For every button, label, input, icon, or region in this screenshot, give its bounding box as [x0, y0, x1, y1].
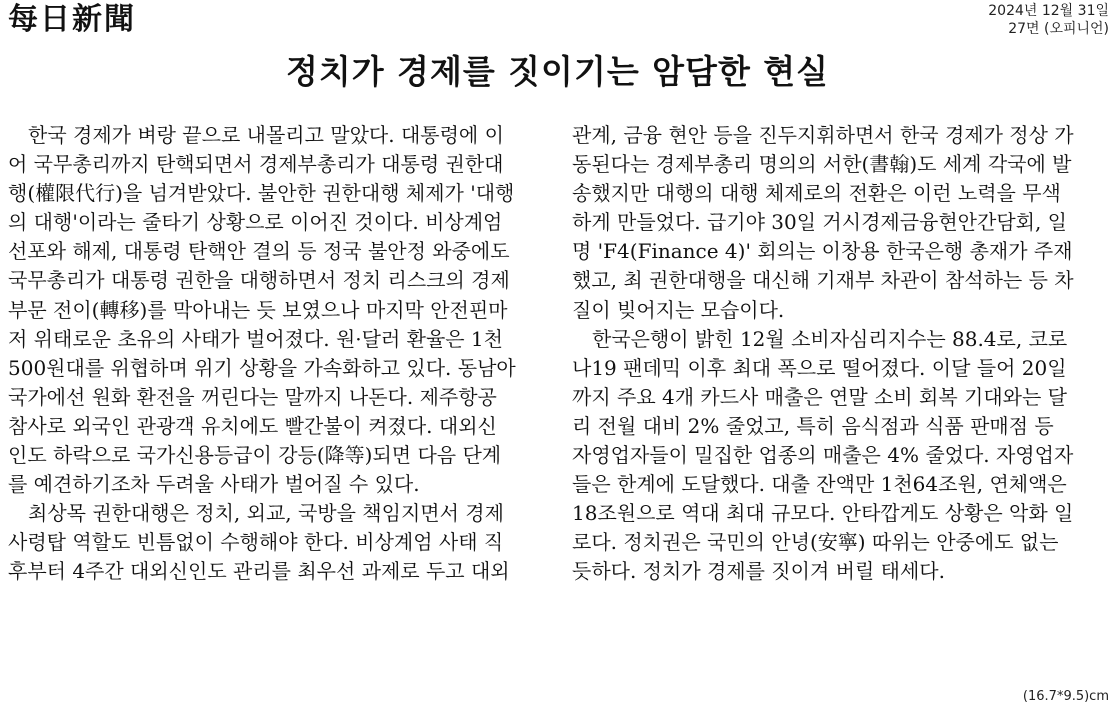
- text-line: 행(權限代行)을 넘겨받았다. 불안한 권한대행 체제가 '대행: [8, 181, 515, 206]
- text-line: 부문 전이(轉移)를 막아내는 듯 보였으나 마지막 안전핀마: [8, 297, 508, 322]
- text-line: 인도 하락으로 국가신용등급이 강등(降等)되면 다음 단계: [8, 443, 502, 468]
- text-line: 한국은행이 밝힌 12월 소비자심리지수는 88.4로, 코로: [572, 326, 1068, 351]
- text-line: 국무총리가 대통령 권한을 대행하면서 정치 리스크의 경제: [8, 268, 510, 293]
- text-line: 들은 한계에 도달했다. 대출 잔액만 1천64조원, 연체액은: [572, 472, 1067, 497]
- text-line: 로다. 정치권은 국민의 안녕(安寧) 따위는 안중에도 없는: [572, 530, 1059, 555]
- text-line: 사령탑 역할도 빈틈없이 수행해야 한다. 비상계엄 사태 직: [8, 530, 504, 555]
- text-line: 했고, 최 권한대행을 대신해 기재부 차관이 참석하는 등 차: [572, 268, 1074, 293]
- text-line: 까지 주요 4개 카드사 매출은 연말 소비 회복 기대와는 달: [572, 384, 1067, 409]
- text-line: 의 대행'이라는 줄타기 상황으로 이어진 것이다. 비상계엄: [8, 210, 503, 235]
- publication-date: 2024년 12월 31일: [988, 3, 1109, 19]
- text-line: 관계, 금융 현안 등을 진두지휘하면서 한국 경제가 정상 가: [572, 123, 1074, 147]
- text-line: 최상목 권한대행은 정치, 외교, 국방을 책임지면서 경제: [8, 501, 504, 526]
- text-line: 명 'F4(Finance 4)' 회의는 이창용 한국은행 총재가 주재: [572, 239, 1073, 264]
- text-line: 듯하다. 정치가 경제를 짓이겨 버릴 태세다.: [572, 559, 945, 584]
- text-line: 리 전월 대비 2% 줄었고, 특히 음식점과 식품 판매점 등: [572, 413, 1054, 438]
- article-headline: 정치가 경제를 짓이기는 암담한 현실: [285, 52, 830, 91]
- text-line: 선포와 해제, 대통령 탄핵안 결의 등 정국 불안정 와중에도: [8, 239, 510, 264]
- text-line: 국가에선 원화 환전을 꺼린다는 말까지 나돈다. 제주항공: [8, 384, 497, 409]
- text-line: 저 위태로운 초유의 사태가 벌어졌다. 원·달러 환율은 1천: [8, 326, 503, 351]
- text-line: 자영업자들이 밀집한 업종의 매출은 4% 줄었다. 자영업자: [572, 443, 1074, 468]
- page-section: 27면 (오피니언): [1008, 21, 1109, 37]
- text-line: 나19 팬데믹 이후 최대 폭으로 떨어졌다. 이달 들어 20일: [572, 355, 1067, 380]
- text-line: 질이 빚어지는 모습이다.: [572, 297, 785, 322]
- text-line: 어 국무총리까지 탄핵되면서 경제부총리가 대통령 권한대: [8, 152, 504, 177]
- left-column: [8, 121, 528, 587]
- article-dimensions: (16.7*9.5)cm: [1022, 689, 1109, 704]
- text-line: 후부터 4주간 대외신인도 관리를 최우선 과제로 두고 대외: [8, 559, 510, 584]
- text-line: 하게 만들었다. 급기야 30일 거시경제금융현안간담회, 일: [572, 210, 1067, 235]
- text-line: 한국 경제가 벼랑 끝으로 내몰리고 말았다. 대통령에 이: [8, 123, 504, 147]
- text-line: 동된다는 경제부총리 명의의 서한(書翰)도 세계 각국에 발: [572, 152, 1072, 177]
- newspaper-masthead: 每日新聞: [8, 2, 136, 37]
- text-line: 18조원으로 역대 최대 규모다. 안타깝게도 상황은 악화 일: [572, 501, 1074, 526]
- text-line: 500원대를 위협하며 위기 상황을 가속화하고 있다. 동남아: [8, 355, 516, 380]
- right-column: [572, 121, 1092, 587]
- text-line: 송했지만 대행의 대행 체제로의 전환은 이런 노력을 무색: [572, 181, 1061, 206]
- text-line: 를 예견하기조차 두려울 사태가 벌어질 수 있다.: [8, 472, 420, 497]
- text-line: 참사로 외국인 관광객 유치에도 빨간불이 켜졌다. 대외신: [8, 413, 497, 438]
- article-meta: [988, 2, 1109, 38]
